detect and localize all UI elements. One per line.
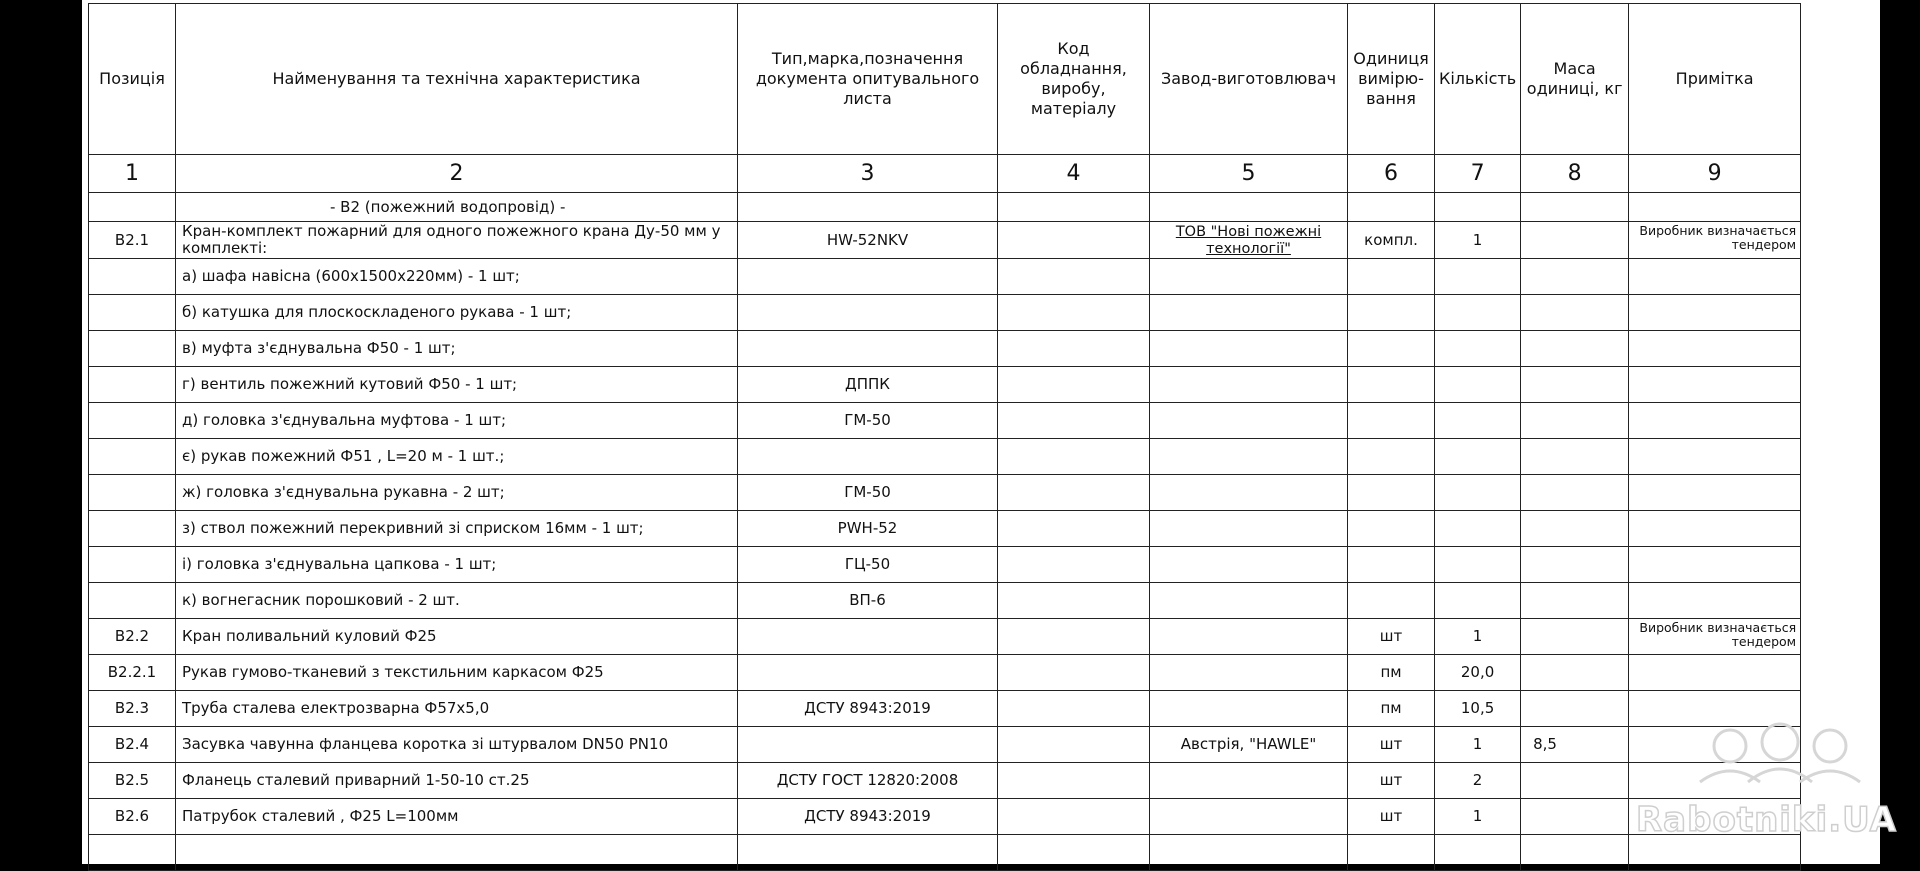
header-mass: Маса одиниці, кг (1521, 4, 1629, 155)
watermark-logo (1690, 716, 1870, 786)
unit-cell: шт (1348, 799, 1435, 835)
empty-cell (1629, 193, 1801, 222)
manufacturer-cell (1150, 367, 1348, 403)
unit-cell (1348, 835, 1435, 871)
manufacturer-cell (1150, 475, 1348, 511)
manufacturer-cell (1150, 799, 1348, 835)
code-cell (998, 475, 1150, 511)
quantity-cell: 10,5 (1435, 691, 1521, 727)
mass-cell (1521, 547, 1629, 583)
position-cell (89, 331, 176, 367)
position-cell: В2.6 (89, 799, 176, 835)
type-cell (738, 259, 998, 295)
empty-cell (1521, 193, 1629, 222)
mass-cell (1521, 259, 1629, 295)
name-cell: г) вентиль пожежний кутовий Ф50 - 1 шт; (176, 367, 738, 403)
header-type: Тип,марка,позначення документа опитувального листа (738, 4, 998, 155)
quantity-cell: 2 (1435, 763, 1521, 799)
header-manufacturer: Завод-виготовлювач (1150, 4, 1348, 155)
table-row (89, 403, 1801, 439)
type-cell (738, 655, 998, 691)
position-cell: В2.3 (89, 691, 176, 727)
code-cell (998, 835, 1150, 871)
type-cell (738, 727, 998, 763)
note-cell (1629, 295, 1801, 331)
note-cell (1629, 475, 1801, 511)
unit-cell (1348, 547, 1435, 583)
column-number: 9 (1629, 155, 1801, 193)
table-row (89, 763, 1801, 799)
type-cell: ДСТУ 8943:2019 (738, 691, 998, 727)
quantity-cell (1435, 439, 1521, 475)
position-cell: В2.4 (89, 727, 176, 763)
section-pos-cell (89, 193, 176, 222)
unit-cell (1348, 475, 1435, 511)
code-cell (998, 403, 1150, 439)
table-row (89, 691, 1801, 727)
note-cell: Виробник визначається тендером (1629, 619, 1801, 655)
column-number: 8 (1521, 155, 1629, 193)
table-row (89, 727, 1801, 763)
table-row (89, 475, 1801, 511)
section-title: - В2 (пожежний водопровід) - (176, 193, 738, 222)
position-cell (89, 403, 176, 439)
code-cell (998, 367, 1150, 403)
unit-cell: шт (1348, 619, 1435, 655)
code-cell (998, 619, 1150, 655)
column-number: 3 (738, 155, 998, 193)
type-cell (738, 331, 998, 367)
table-row (89, 511, 1801, 547)
mass-cell: 8,5 (1521, 727, 1629, 763)
note-cell (1629, 655, 1801, 691)
quantity-cell (1435, 835, 1521, 871)
position-cell (89, 475, 176, 511)
position-cell (89, 835, 176, 871)
column-number: 4 (998, 155, 1150, 193)
position-cell (89, 259, 176, 295)
manufacturer-cell (1150, 835, 1348, 871)
code-cell (998, 547, 1150, 583)
manufacturer-cell (1150, 763, 1348, 799)
column-number: 1 (89, 155, 176, 193)
name-cell: Кран поливальний куловий Ф25 (176, 619, 738, 655)
manufacturer-cell: Австрія, "HAWLE" (1150, 727, 1348, 763)
name-cell: ж) головка з'єднувальна рукавна - 2 шт; (176, 475, 738, 511)
name-cell: Засувка чавунна фланцева коротка зі штурвалом DN50 PN10 (176, 727, 738, 763)
note-cell (1629, 259, 1801, 295)
manufacturer-cell (1150, 655, 1348, 691)
name-cell: є) рукав пожежний Ф51 , L=20 м - 1 шт.; (176, 439, 738, 475)
unit-cell: компл. (1348, 222, 1435, 259)
unit-cell (1348, 511, 1435, 547)
note-cell (1629, 367, 1801, 403)
header-unit: Одиниця вимірю-вання (1348, 4, 1435, 155)
position-cell (89, 295, 176, 331)
note-cell (1629, 547, 1801, 583)
mass-cell (1521, 799, 1629, 835)
specification-table (88, 3, 1801, 871)
type-cell: HW-52NKV (738, 222, 998, 259)
type-cell (738, 619, 998, 655)
empty-cell (1435, 193, 1521, 222)
table-row (89, 295, 1801, 331)
position-cell: В2.2 (89, 619, 176, 655)
header-name: Найменування та технічна характеристика (176, 4, 738, 155)
watermark-text: Rabotniki.UA (1636, 800, 1897, 840)
table-row (89, 367, 1801, 403)
code-cell (998, 691, 1150, 727)
code-cell (998, 763, 1150, 799)
quantity-cell (1435, 475, 1521, 511)
code-cell (998, 295, 1150, 331)
code-cell (998, 583, 1150, 619)
manufacturer-cell (1150, 547, 1348, 583)
name-cell: Фланець сталевий приварний 1-50-10 ст.25 (176, 763, 738, 799)
code-cell (998, 439, 1150, 475)
mass-cell (1521, 583, 1629, 619)
mass-cell (1521, 475, 1629, 511)
table-row (89, 619, 1801, 655)
mass-cell (1521, 295, 1629, 331)
unit-cell: пм (1348, 655, 1435, 691)
position-cell (89, 583, 176, 619)
unit-cell (1348, 439, 1435, 475)
name-cell: Рукав гумово-тканевий з текстильним каркасом Ф25 (176, 655, 738, 691)
type-cell (738, 439, 998, 475)
column-number: 2 (176, 155, 738, 193)
table-row (89, 799, 1801, 835)
manufacturer-cell (1150, 331, 1348, 367)
manufacturer-cell (1150, 583, 1348, 619)
unit-cell (1348, 295, 1435, 331)
type-cell: ГМ-50 (738, 475, 998, 511)
mass-cell (1521, 619, 1629, 655)
empty-cell (998, 193, 1150, 222)
mass-cell (1521, 835, 1629, 871)
unit-cell: шт (1348, 763, 1435, 799)
manufacturer-cell (1150, 439, 1348, 475)
type-cell: ГЦ-50 (738, 547, 998, 583)
mass-cell (1521, 222, 1629, 259)
header-row (89, 4, 1801, 155)
name-cell: Труба сталева електрозварна Ф57х5,0 (176, 691, 738, 727)
quantity-cell (1435, 259, 1521, 295)
position-cell: В2.1 (89, 222, 176, 259)
quantity-cell (1435, 295, 1521, 331)
note-cell (1629, 583, 1801, 619)
type-cell: ДППК (738, 367, 998, 403)
table-row (89, 259, 1801, 295)
header-code: Код обладнання, виробу, матеріалу (998, 4, 1150, 155)
name-cell: і) головка з'єднувальна цапкова - 1 шт; (176, 547, 738, 583)
name-cell: д) головка з'єднувальна муфтова - 1 шт; (176, 403, 738, 439)
quantity-cell (1435, 511, 1521, 547)
header-quantity: Кількість (1435, 4, 1521, 155)
code-cell (998, 655, 1150, 691)
quantity-cell: 1 (1435, 619, 1521, 655)
note-cell (1629, 331, 1801, 367)
name-cell: б) катушка для плоскоскладеного рукава - 1 шт; (176, 295, 738, 331)
code-cell (998, 222, 1150, 259)
code-cell (998, 511, 1150, 547)
empty-cell (1150, 193, 1348, 222)
unit-cell: шт (1348, 727, 1435, 763)
unit-cell (1348, 583, 1435, 619)
empty-cell (738, 193, 998, 222)
quantity-cell: 20,0 (1435, 655, 1521, 691)
column-number: 6 (1348, 155, 1435, 193)
header-position: Позиція (89, 4, 176, 155)
manufacturer-cell (1150, 619, 1348, 655)
quantity-cell (1435, 331, 1521, 367)
mass-cell (1521, 331, 1629, 367)
mass-cell (1521, 763, 1629, 799)
table-row (89, 439, 1801, 475)
quantity-cell (1435, 583, 1521, 619)
empty-cell (1348, 193, 1435, 222)
unit-cell: пм (1348, 691, 1435, 727)
quantity-cell (1435, 403, 1521, 439)
table-row (89, 222, 1801, 259)
position-cell (89, 367, 176, 403)
manufacturer-cell: ТОВ "Нові пожежні технології" (1150, 222, 1348, 259)
quantity-cell: 1 (1435, 727, 1521, 763)
type-cell (738, 295, 998, 331)
column-number-row (89, 155, 1801, 193)
name-cell: в) муфта з'єднувальна Ф50 - 1 шт; (176, 331, 738, 367)
unit-cell (1348, 259, 1435, 295)
table-row (89, 547, 1801, 583)
name-cell: а) шафа навісна (600х1500х220мм) - 1 шт; (176, 259, 738, 295)
table-row (89, 835, 1801, 871)
unit-cell (1348, 331, 1435, 367)
name-cell: з) ствол пожежний перекривний зі сприском 16мм - 1 шт; (176, 511, 738, 547)
position-cell: В2.5 (89, 763, 176, 799)
quantity-cell (1435, 547, 1521, 583)
position-cell (89, 547, 176, 583)
mass-cell (1521, 367, 1629, 403)
table-row (89, 655, 1801, 691)
mass-cell (1521, 403, 1629, 439)
name-cell (176, 835, 738, 871)
column-number: 7 (1435, 155, 1521, 193)
quantity-cell: 1 (1435, 222, 1521, 259)
column-number: 5 (1150, 155, 1348, 193)
type-cell: ДСТУ 8943:2019 (738, 799, 998, 835)
name-cell: Кран-комплект пожарний для одного пожежного крана Ду-50 мм у комплекті: (176, 222, 738, 259)
position-cell (89, 511, 176, 547)
type-cell: ВП-6 (738, 583, 998, 619)
code-cell (998, 799, 1150, 835)
unit-cell (1348, 367, 1435, 403)
name-cell: Патрубок сталевий , Ф25 L=100мм (176, 799, 738, 835)
note-cell (1629, 403, 1801, 439)
position-cell (89, 439, 176, 475)
table-row (89, 331, 1801, 367)
code-cell (998, 727, 1150, 763)
manufacturer-cell (1150, 259, 1348, 295)
quantity-cell: 1 (1435, 799, 1521, 835)
code-cell (998, 331, 1150, 367)
manufacturer-cell (1150, 295, 1348, 331)
mass-cell (1521, 655, 1629, 691)
position-cell: В2.2.1 (89, 655, 176, 691)
quantity-cell (1435, 367, 1521, 403)
note-cell: Виробник визначається тендером (1629, 222, 1801, 259)
type-cell: PWH-52 (738, 511, 998, 547)
type-cell (738, 835, 998, 871)
type-cell: ДСТУ ГОСТ 12820:2008 (738, 763, 998, 799)
type-cell: ГМ-50 (738, 403, 998, 439)
table-row (89, 583, 1801, 619)
manufacturer-cell (1150, 691, 1348, 727)
manufacturer-cell (1150, 403, 1348, 439)
mass-cell (1521, 439, 1629, 475)
header-note: Примітка (1629, 4, 1801, 155)
note-cell (1629, 511, 1801, 547)
mass-cell (1521, 691, 1629, 727)
section-row (89, 193, 1801, 222)
note-cell (1629, 439, 1801, 475)
name-cell: к) вогнегасник порошковий - 2 шт. (176, 583, 738, 619)
unit-cell (1348, 403, 1435, 439)
manufacturer-cell (1150, 511, 1348, 547)
mass-cell (1521, 511, 1629, 547)
code-cell (998, 259, 1150, 295)
